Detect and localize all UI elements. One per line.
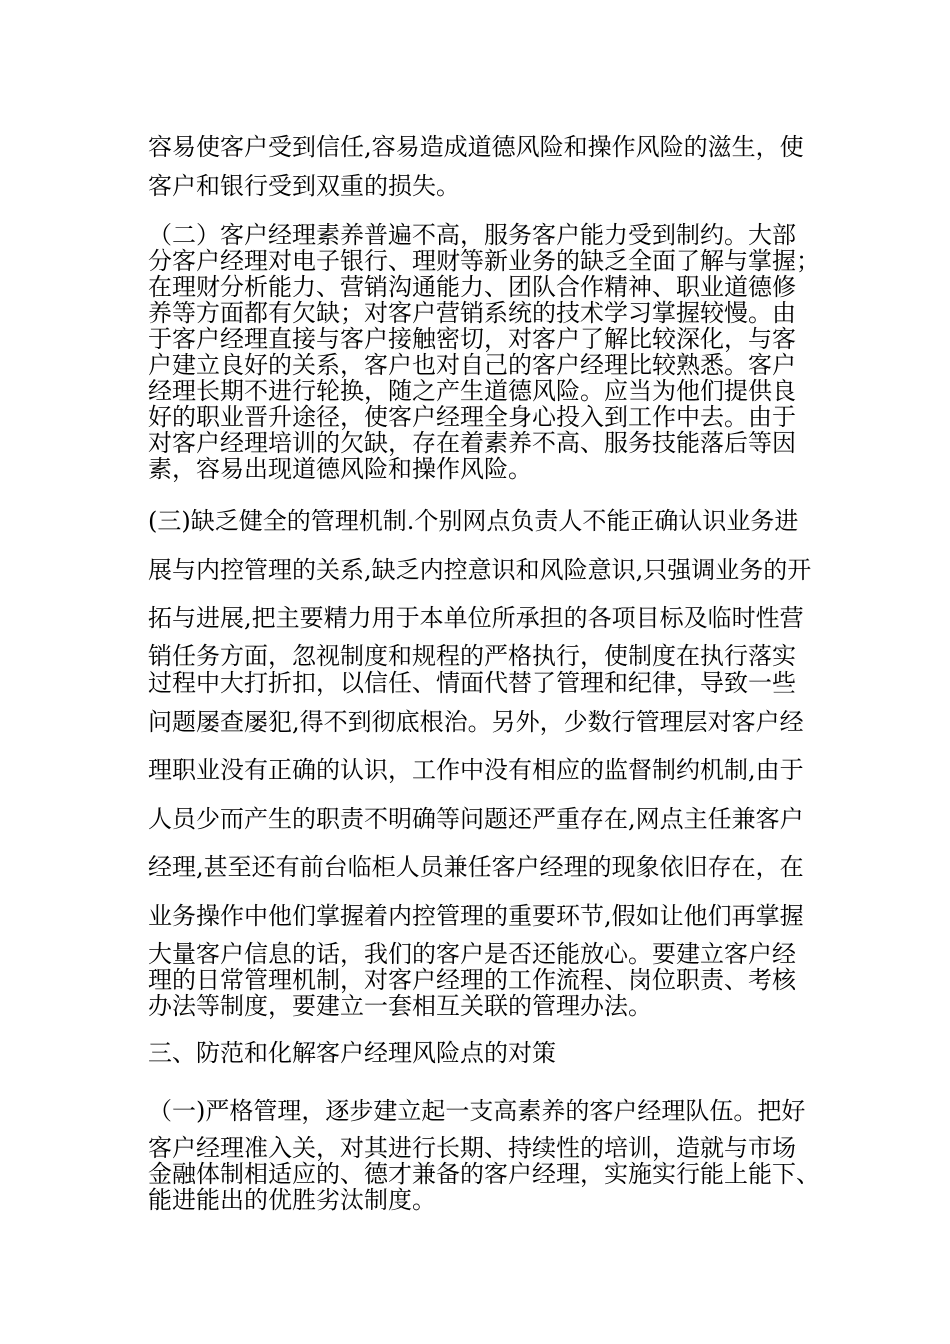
text-line: 养等方面都有欠缺；对客户营销系统的技术学习掌握较慢。由 [148,299,796,327]
text-line: 容易使客户受到信任,容易造成道德风险和操作风险的滋生，使 [148,133,804,161]
text-line: 素，容易出现道德风险和操作风险。 [148,455,532,483]
text-line: 展与内控管理的关系,缺乏内控意识和风险意识,只强调业务的开 [148,556,812,584]
text-line: 经理,甚至还有前台临柜人员兼任客户经理的现象依旧存在，在 [148,853,804,881]
text-line: 金融体制相适应的、德才兼备的客户经理，实施实行能上能下、 [148,1160,820,1188]
text-line: 分客户经理对电子银行、理财等新业务的缺乏全面了解与掌握； [148,247,820,275]
text-line: 户建立良好的关系，客户也对自己的客户经理比较熟悉。客户 [148,351,796,379]
text-line: 拓与进展,把主要精力用于本单位所承担的各项目标及临时性营 [148,604,804,632]
text-line: 过程中大打折扣，以信任、情面代替了管理和纪律，导致一些 [148,669,796,697]
text-line: 业务操作中他们掌握着内控管理的重要环节,假如让他们再掌握 [148,902,804,930]
text-line: 客户经理准入关，对其进行长期、持续性的培训，造就与市场 [148,1134,796,1162]
text-line: 好的职业晋升途径，使客户经理全身心投入到工作中去。由于 [148,403,796,431]
text-line: (三)缺乏健全的管理机制.个别网点负责人不能正确认识业务进 [148,507,799,535]
text-line: 大量客户信息的话，我们的客户是否还能放心。要建立客户经 [148,940,796,968]
text-line: 办法等制度，要建立一套相互关联的管理办法。 [148,992,652,1020]
text-line: 人员少而产生的职责不明确等问题还严重存在,网点主任兼客户 [148,805,804,833]
text-line: 经理长期不进行轮换，随之产生道德风险。应当为他们提供良 [148,377,796,405]
text-line: 于客户经理直接与客户接触密切，对客户了解比较深化，与客 [148,325,796,353]
text-line: 问题屡查屡犯,得不到彻底根治。另外，少数行管理层对客户经 [148,708,804,736]
text-line: 理的日常管理机制，对客户经理的工作流程、岗位职责、考核 [148,966,796,994]
text-line: 客户和银行受到双重的损失。 [148,172,460,200]
text-line: （二）客户经理素养普遍不高，服务客户能力受到制约。大部 [148,221,796,249]
text-line: （一)严格管理，逐步建立起一支高素养的客户经理队伍。把好 [148,1097,806,1125]
text-line: 能进能出的优胜劣汰制度。 [148,1186,436,1214]
section-heading: 三、防范和化解客户经理风险点的对策 [148,1039,556,1067]
text-line: 理职业没有正确的认识，工作中没有相应的监督制约机制,由于 [148,756,804,784]
text-line: 在理财分析能力、营销沟通能力、团队合作精神、职业道德修 [148,273,796,301]
text-line: 销任务方面，忽视制度和规程的严格执行，使制度在执行落实 [148,642,796,670]
text-line: 对客户经理培训的欠缺，存在着素养不高、服务技能落后等因 [148,429,796,457]
